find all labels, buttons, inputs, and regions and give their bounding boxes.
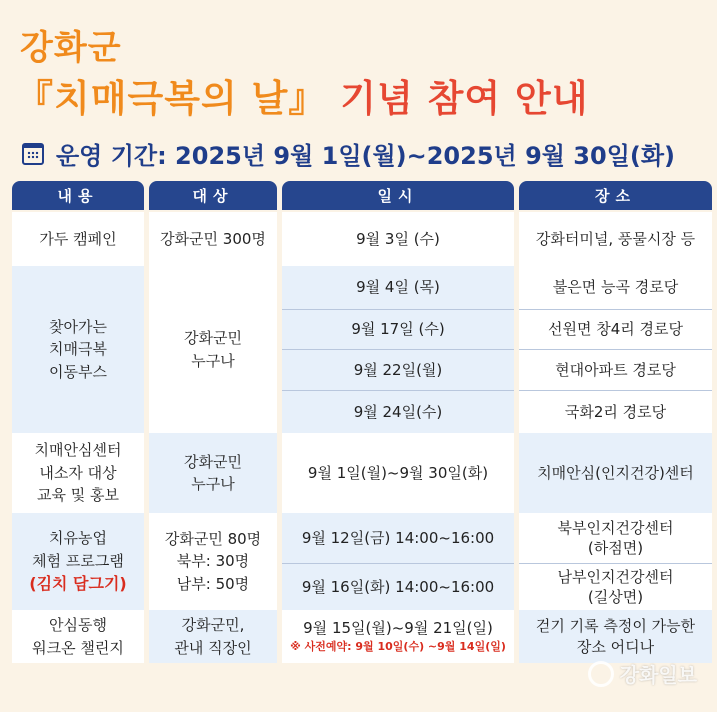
- education-date: 9월 1일(월)~9월 30일(화): [282, 433, 514, 513]
- bus-date-2: 9월 17일 (수): [282, 309, 514, 349]
- title-line2: [16, 68, 588, 122]
- walk-target: [149, 610, 277, 663]
- period-label: 운영 기간: 2025년 9월 1일(월)~2025년 9월 30일(화): [56, 142, 676, 170]
- title-event-suffix: 기념 참여 안내: [326, 77, 589, 120]
- farming-target-line2: 북부: 30명: [176, 552, 250, 571]
- bus-content-line3: 이동부스: [49, 362, 107, 381]
- header-content: 내용: [12, 181, 144, 210]
- bus-target-line1: 강화군민: [184, 329, 242, 347]
- farming-date-1: 9월 12일(금) 14:00~16:00: [282, 513, 514, 563]
- farming-place-1-line1: 북부인지건강센터: [557, 518, 674, 537]
- farming-content-line3: (김치 담그기): [29, 574, 127, 593]
- header-place: 장소: [519, 181, 712, 210]
- walk-place-line1: 걷기 기록 측정이 가능한: [535, 617, 696, 636]
- walk-target-line2: 관내 직장인: [174, 638, 252, 657]
- watermark-text: 강화일보: [619, 663, 697, 687]
- walk-reservation-note: ※ 사전예약: 9월 10일(수) ~9월 14일(일): [290, 640, 506, 654]
- schedule-table: [12, 181, 713, 712]
- walk-content-line2: 워크온 챌린지: [32, 638, 124, 657]
- bus-content: [12, 266, 144, 433]
- farming-place-1: [519, 513, 712, 563]
- education-place: 치매안심(인지건강)센터: [519, 433, 712, 513]
- bus-target: [149, 266, 277, 433]
- newspaper-watermark: [588, 659, 697, 688]
- farming-place-2-line1: 남부인지건강센터: [557, 567, 674, 586]
- bus-place-1: 불은면 능곡 경로당: [519, 266, 712, 309]
- campaign-place: 강화터미널, 풍물시장 등: [519, 212, 712, 266]
- walk-content: [12, 610, 144, 663]
- farming-date-2: 9월 16일(화) 14:00~16:00: [282, 563, 514, 610]
- title-event-name: 『치매극복의 날』: [16, 77, 327, 120]
- bus-place-4: 국화2리 경로당: [519, 390, 712, 433]
- farming-target-line1: 강화군민 80명: [164, 529, 262, 548]
- bus-place-2: 선원면 창4리 경로당: [519, 309, 712, 349]
- operation-period: [22, 136, 675, 171]
- farming-content-line2: 체험 프로그램: [32, 551, 124, 570]
- bus-date-3: 9월 22일(월): [282, 349, 514, 390]
- bus-content-line1: 찾아가는: [49, 317, 107, 336]
- farming-content: [12, 513, 144, 610]
- education-content-line3: 교육 및 홍보: [37, 486, 119, 505]
- education-content-line2: 내소자 대상: [39, 463, 117, 482]
- walk-target-line1: 강화군민,: [181, 616, 245, 634]
- walk-place: [519, 610, 712, 663]
- bus-place-3: 현대아파트 경로당: [519, 349, 712, 390]
- campaign-target: 강화군민 300명: [149, 212, 277, 266]
- title-line1: 강화군: [20, 28, 122, 68]
- farming-content-line1: 치유농업: [49, 529, 107, 547]
- walk-date-range: 9월 15일(월)~9월 21일(일): [303, 618, 493, 637]
- education-target: [149, 433, 277, 513]
- farming-place-2: [519, 563, 712, 610]
- bus-content-line2: 치매극복: [49, 340, 107, 359]
- education-target-line2: 누구나: [191, 475, 235, 493]
- bus-date-1: 9월 4일 (목): [282, 266, 514, 309]
- farming-target-line3: 남부: 50명: [176, 574, 250, 593]
- walk-content-line1: 안심동행: [49, 616, 107, 634]
- farming-target: [149, 513, 277, 610]
- header-target: 대상: [149, 181, 277, 210]
- campaign-date: 9월 3일 (수): [282, 212, 514, 266]
- farming-place-1-line2: (하점면): [587, 539, 644, 557]
- walk-date: [282, 610, 514, 663]
- campaign-content: 가두 캠페인: [12, 212, 144, 266]
- bus-target-line2: 누구나: [191, 351, 235, 370]
- education-content: [12, 433, 144, 513]
- farming-place-2-line2: (길상면): [587, 588, 644, 606]
- watermark-logo-icon: [588, 661, 614, 687]
- bus-date-4: 9월 24일(수): [282, 390, 514, 433]
- education-content-line1: 치매안심센터: [34, 441, 122, 460]
- education-target-line1: 강화군민: [184, 452, 242, 471]
- walk-place-line2: 장소 어디나: [576, 637, 655, 656]
- calendar-icon: [22, 143, 44, 165]
- header-date: 일시: [282, 181, 514, 210]
